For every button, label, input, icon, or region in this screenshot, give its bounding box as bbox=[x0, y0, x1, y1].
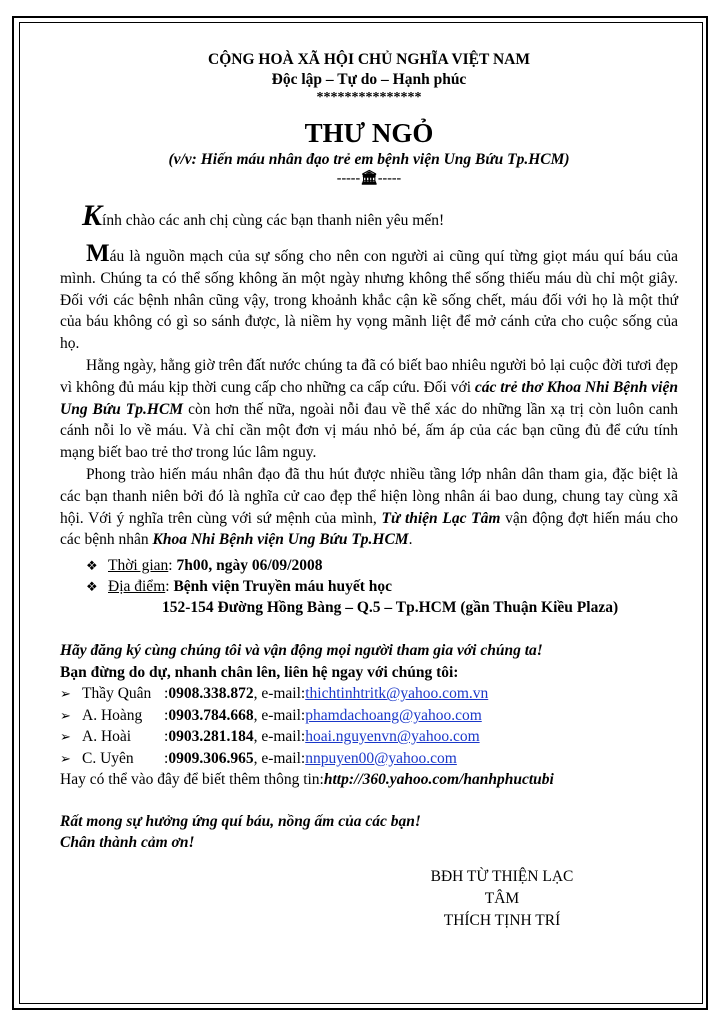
event-time-value: 7h00, ngày 06/09/2008 bbox=[176, 557, 323, 575]
header-stars: *************** bbox=[316, 90, 422, 105]
more-info-url[interactable]: http://360.yahoo.com/hanhphuctubi bbox=[323, 771, 554, 789]
nation-title: CỘNG HOÀ XÃ HỘI CHỦ NGHĨA VIỆT NAM bbox=[208, 51, 530, 68]
paragraph-2-text-a: Hằng ngày, hằng giờ trên đất nước chúng ta đã có biết bao nhiêu người bỏ lại cuộc đời tươi đẹp vì không đủ máu kịp thời cung cấp cho những ca cấp cứu. Đối với bbox=[60, 356, 678, 396]
call-line-2: Bạn đừng do dự, nhanh chân lên, liên hệ ngay với chúng tôi: bbox=[60, 663, 459, 681]
diamond-bullet-icon: ❖ bbox=[86, 558, 98, 574]
event-place-label: Địa điểm bbox=[108, 578, 166, 596]
email-prefix: , e-mail: bbox=[253, 706, 306, 724]
contact-name: A. Hoài bbox=[82, 728, 132, 746]
contact-phone[interactable]: 0908.338.872 bbox=[168, 685, 254, 703]
contact-colon: : bbox=[164, 685, 169, 703]
national-header bbox=[60, 50, 678, 106]
email-prefix: , e-mail: bbox=[253, 749, 306, 767]
email-prefix: , e-mail: bbox=[253, 728, 306, 746]
paragraph-3-text-c: . bbox=[408, 531, 413, 549]
closing-line-2: Chân thành cảm ơn! bbox=[60, 834, 195, 852]
contact-row bbox=[60, 683, 678, 705]
event-address: 152-154 Đường Hồng Bàng – Q.5 – Tp.HCM (gần Thuận Kiều Plaza) bbox=[162, 599, 619, 617]
more-info-text: Hay có thể vào đây để biết thêm thông tin: bbox=[60, 771, 324, 789]
contact-name: A. Hoàng bbox=[82, 706, 143, 724]
contact-colon: : bbox=[164, 728, 169, 746]
event-place-value: Bệnh viện Truyền máu huyết học bbox=[173, 578, 393, 596]
paragraph-1-dropcap: M bbox=[86, 240, 110, 267]
paragraph-2-text-b: còn hơn thế nữa, ngoài nỗi đau về thể xác do những lần xạ trị còn luôn canh cánh nỗi lo về máu. Và chỉ cần một đơn vị máu nhỏ bé, ấm áp của các bạn cũng đủ để cứu tính mạng biết bao trẻ thơ trong lúc lâm nguy. bbox=[60, 400, 678, 462]
signature-block bbox=[412, 866, 592, 932]
greeting-text: ính chào các anh chị cùng các bạn thanh niên yêu mến! bbox=[102, 212, 445, 229]
event-details bbox=[86, 555, 678, 618]
contact-name: Thầy Quân bbox=[82, 685, 152, 703]
diamond-bullet-icon: ❖ bbox=[86, 579, 98, 595]
contact-row bbox=[60, 726, 678, 748]
paragraph-2-emphasis: các trẻ thơ Khoa Nhi Bệnh viện Ung Bứu Tp.HCM bbox=[60, 378, 678, 418]
event-time-label: Thời gian bbox=[108, 557, 169, 575]
event-place-row bbox=[86, 576, 678, 597]
paragraph-2 bbox=[60, 355, 678, 464]
contact-phone[interactable]: 0903.281.184 bbox=[168, 728, 254, 746]
letter-title-block bbox=[60, 116, 678, 188]
time-colon: : bbox=[168, 557, 177, 575]
contact-email-link[interactable]: nnpuyen00@yahoo.com bbox=[305, 749, 457, 767]
arrow-bullet-icon: ➢ bbox=[60, 729, 71, 745]
arrow-bullet-icon: ➢ bbox=[60, 686, 71, 702]
contact-phone[interactable]: 0909.306.965 bbox=[168, 749, 254, 767]
arrow-bullet-icon: ➢ bbox=[60, 750, 71, 766]
paragraph-1 bbox=[60, 240, 678, 355]
call-line-1: Hãy đăng ký cùng chúng tôi và vận động mọi người tham gia với chúng ta! bbox=[60, 642, 543, 660]
email-prefix: , e-mail: bbox=[253, 685, 306, 703]
contact-list bbox=[60, 683, 678, 791]
closing bbox=[60, 811, 678, 854]
letter-title: THƯ NGỎ bbox=[304, 118, 434, 148]
paragraph-3-org: Từ thiện Lạc Tâm bbox=[381, 509, 501, 527]
paragraph-1-text: áu là nguồn mạch của sự sống cho nên con người ai cũng quí từng giọt máu quí báu của mình. Chúng ta có thể sống không ăn một ngày nhưng không thể sống thiếu máu dù chỉ một giây. Đối với các bệnh nhân cũng vậy, trong khoảnh khắc cận kề sống chết, máu đối với họ là một thứ của báu không có gì so sánh được, là niềm hy vọng mãnh liệt để mở cánh cửa cho cuộc sống của họ. bbox=[60, 248, 678, 353]
signature-person: THÍCH TỊNH TRÍ bbox=[443, 911, 561, 929]
contact-name: C. Uyên bbox=[82, 749, 134, 767]
paragraph-3 bbox=[60, 464, 678, 551]
contact-email-link[interactable]: hoai.nguyenvn@yahoo.com bbox=[305, 728, 480, 746]
paragraph-3-hospital: Khoa Nhi Bệnh viện Ung Bứu Tp.HCM bbox=[152, 531, 409, 549]
contact-row bbox=[60, 705, 678, 727]
contact-email-link[interactable]: phamdachoang@yahoo.com bbox=[305, 706, 482, 724]
paragraph-3-text-b: vận động đợt hiến máu cho các bệnh nhân bbox=[60, 509, 678, 549]
call-to-action bbox=[60, 640, 678, 683]
more-info-row bbox=[60, 769, 678, 791]
closing-line-1: Rất mong sự hưởng ứng quí báu, nồng ấm của các bạn! bbox=[60, 812, 421, 830]
signature-org: BĐH TỪ THIỆN LẠC TÂM bbox=[430, 867, 574, 907]
paragraph-3-text-a: Phong trào hiến máu nhân đạo đã thu hút được nhiều tầng lớp nhân dân tham gia, đặc biệt là các bạn thanh niên bởi đó là nghĩa cử cao đẹp thể hiện lòng nhân ái bao dung, chung tay cùng xã hội. Với ý nghĩa trên cùng với sứ mệnh của mình, bbox=[60, 465, 678, 527]
contact-phone[interactable]: 0903.784.668 bbox=[168, 706, 254, 724]
contact-row bbox=[60, 748, 678, 770]
greeting bbox=[82, 199, 678, 232]
letter-body bbox=[60, 50, 678, 932]
title-divider: -----🏛----- bbox=[336, 171, 402, 186]
greeting-dropcap: K bbox=[82, 199, 103, 232]
national-motto: Độc lập – Tự do – Hạnh phúc bbox=[271, 71, 467, 88]
contact-colon: : bbox=[164, 706, 169, 724]
letter-subtitle: (v/v: Hiến máu nhân đạo trẻ em bệnh viện Ung Bứu Tp.HCM) bbox=[168, 151, 570, 168]
contact-email-link[interactable]: thichtinhtritk@yahoo.com.vn bbox=[305, 685, 489, 703]
place-colon: : bbox=[165, 578, 174, 596]
contact-colon: : bbox=[164, 749, 169, 767]
arrow-bullet-icon: ➢ bbox=[60, 707, 71, 723]
event-time-row bbox=[86, 555, 678, 576]
